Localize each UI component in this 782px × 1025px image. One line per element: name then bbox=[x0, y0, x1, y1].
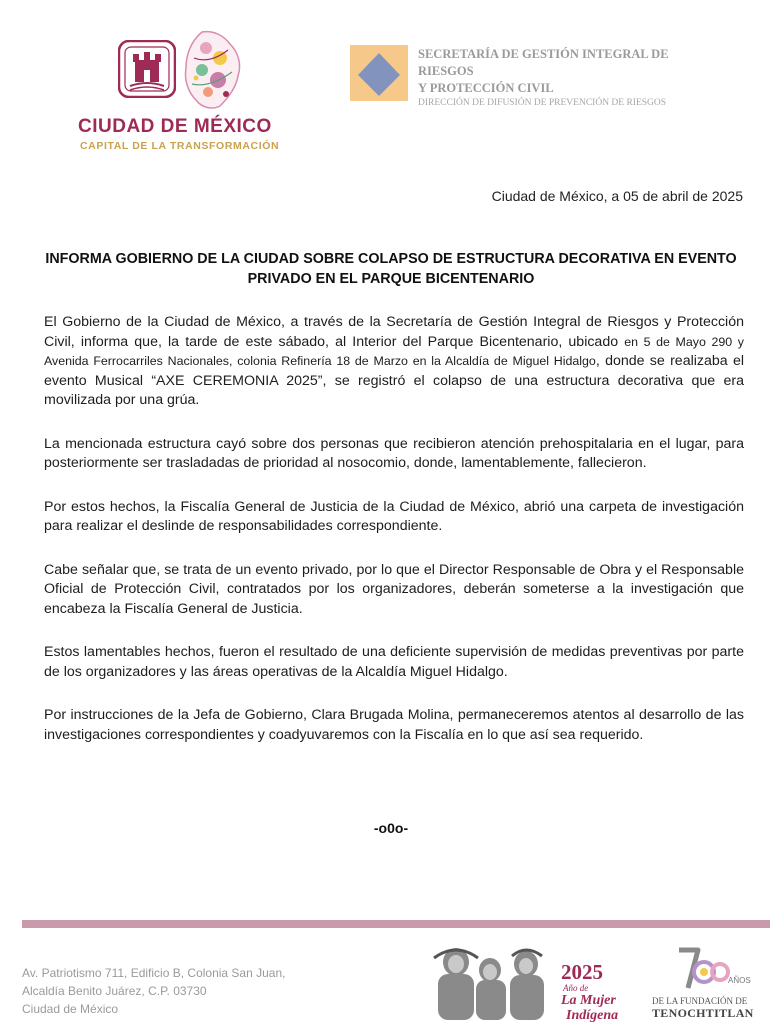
paragraph-6: Por instrucciones de la Jefa de Gobierno, Clara Brugada Molina, permaneceremos atentos al desarrollo de las investigaciones correspondientes y coadyuvaremos con la Fiscalía en lo que así sea requerido. bbox=[44, 707, 744, 743]
anniversary-700-numeral bbox=[676, 944, 730, 994]
mujer-indigena-ano-de: Año de bbox=[563, 983, 589, 993]
document-closing-mark: -o0o- bbox=[373, 820, 409, 836]
paragraph-2: La mencionada estructura cayó sobre dos personas que recibieron atención prehospitalaria en el lugar, para posteriormente ser trasladadas de prioridad al nosocomio, donde, lamentablemente, fallecieron. bbox=[44, 435, 744, 471]
indigenous-women-illustration bbox=[430, 940, 558, 1020]
cdmx-map-illustration bbox=[180, 28, 246, 112]
mujer-indigena-line-2: Indígena bbox=[566, 1008, 619, 1023]
secretaria-title-line-3: Y PROTECCIÓN CIVIL bbox=[418, 81, 554, 95]
document-body bbox=[44, 313, 744, 769]
cdmx-seal-logo bbox=[118, 40, 176, 98]
address-line-1: Av. Patriotismo 711, Edificio B, Colonia San Juan, bbox=[22, 966, 286, 980]
paragraph-1-location: en 5 de Mayo 290 y Avenida Ferrocarriles Nacionales, colonia Refinería 18 de Marzo en la Alcaldía de Miguel Hidalgo bbox=[44, 334, 744, 368]
direccion-subtitle: DIRECCIÓN DE DIFUSIÓN DE PREVENCIÓN DE RIESGOS bbox=[418, 98, 667, 108]
anniversary-line-2: TENOCHTITLAN bbox=[652, 1006, 754, 1020]
paragraph-3: Por estos hechos, la Fiscalía General de Justicia de la Ciudad de México, abrió una carpeta de investigación para realizar el deslinde de responsabilidades correspondiente. bbox=[44, 498, 744, 534]
org-tagline: CAPITAL DE LA TRANSFORMACIÓN bbox=[80, 140, 280, 152]
sgirpc-triangle-icon bbox=[350, 45, 408, 101]
secretaria-title-line-1: SECRETARÍA DE GESTIÓN INTEGRAL DE bbox=[418, 47, 669, 61]
anniversary-line-1: DE LA FUNDACIÓN DE bbox=[652, 996, 748, 1006]
paragraph-1-rest: , donde se realizaba el evento Musical “AXE CEREMONIA 2025”, se registró el colapso de una estructura decorativa que era movilizada por una grúa. bbox=[44, 353, 744, 408]
address-line-3: Ciudad de México bbox=[22, 1002, 119, 1016]
mujer-indigena-year: 2025 bbox=[561, 960, 603, 984]
anniversary-anos-label: AÑOS bbox=[728, 976, 751, 985]
footer-divider bbox=[22, 920, 770, 928]
paragraph-1 bbox=[44, 313, 744, 411]
paragraph-4: Cabe señalar que, se trata de un evento privado, por lo que el Director Responsable de Obra y el Responsable Oficial de Protección Civil, contratados por los organizadores, deberán someterse a la investigación que encabeza la Fiscalía General de Justicia. bbox=[44, 561, 744, 617]
document-title: INFORMA GOBIERNO DE LA CIUDAD SOBRE COLAPSO DE ESTRUCTURA DECORATIVA EN EVENTO PRIVADO EN EL PARQUE BICENTENARIO bbox=[45, 251, 737, 287]
org-name: CIUDAD DE MÉXICO bbox=[78, 116, 272, 137]
secretaria-title-line-2: RIESGOS bbox=[418, 64, 474, 78]
paragraph-1-intro: El Gobierno de la Ciudad de México, a través de la Secretaría de Gestión Integral de Riesgos y Protección Civil, informa que, la tarde de este sábado, al Interior del Parque Bicentenario, ubicado bbox=[44, 314, 744, 350]
document-date: Ciudad de México, a 05 de abril de 2025 bbox=[491, 188, 743, 204]
mujer-indigena-line-1: La Mujer bbox=[561, 993, 616, 1008]
address-line-2: Alcaldía Benito Juárez, C.P. 03730 bbox=[22, 984, 207, 998]
paragraph-5: Estos lamentables hechos, fueron el resultado de una deficiente supervisión de medidas preventivas por parte de los organizadores y las áreas operativas de la Alcaldía Miguel Hidalgo. bbox=[44, 644, 744, 680]
